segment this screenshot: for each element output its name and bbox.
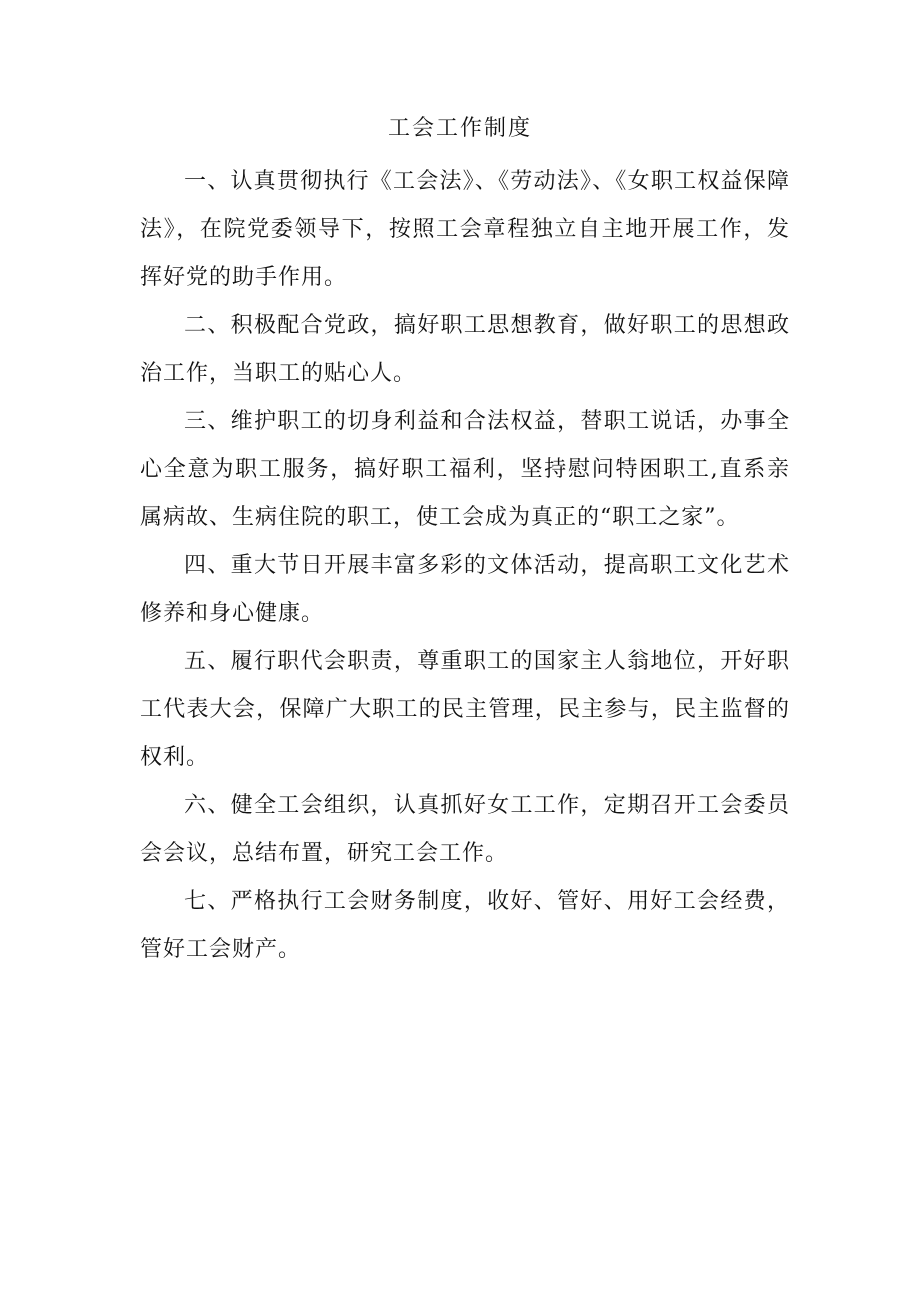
paragraph-7: 七、严格执行工会财务制度，收好、管好、用好工会经费，管好工会财产。 [140, 889, 790, 962]
document-body [140, 158, 790, 974]
document-title: 工会工作制度 [387, 116, 532, 141]
paragraph-2: 二、积极配合党政，搞好职工思想教育，做好职工的思想政治工作，当职工的贴心人。 [140, 313, 790, 386]
paragraph-1: 一、认真贯彻执行《工会法》、《劳动法》、《女职工权益保障法》，在院党委领导下，按照工会章程独立自主地开展工作，发挥好党的助手作用。 [140, 169, 790, 290]
paragraph-3: 三、维护职工的切身利益和合法权益，替职工说话，办事全心全意为职工服务，搞好职工福利，坚持慰问特困职工,直系亲属病故、生病住院的职工，使工会成为真正的“职工之家”。 [140, 409, 790, 530]
paragraph-6: 六、健全工会组织，认真抓好女工工作，定期召开工会委员会会议，总结布置，研究工会工作。 [140, 793, 790, 866]
paragraph-4: 四、重大节日开展丰富多彩的文体活动，提高职工文化艺术修养和身心健康。 [140, 553, 790, 626]
paragraph-5: 五、履行职代会职责，尊重职工的国家主人翁地位，开好职工代表大会，保障广大职工的民主管理，民主参与，民主监督的权利。 [140, 649, 790, 770]
